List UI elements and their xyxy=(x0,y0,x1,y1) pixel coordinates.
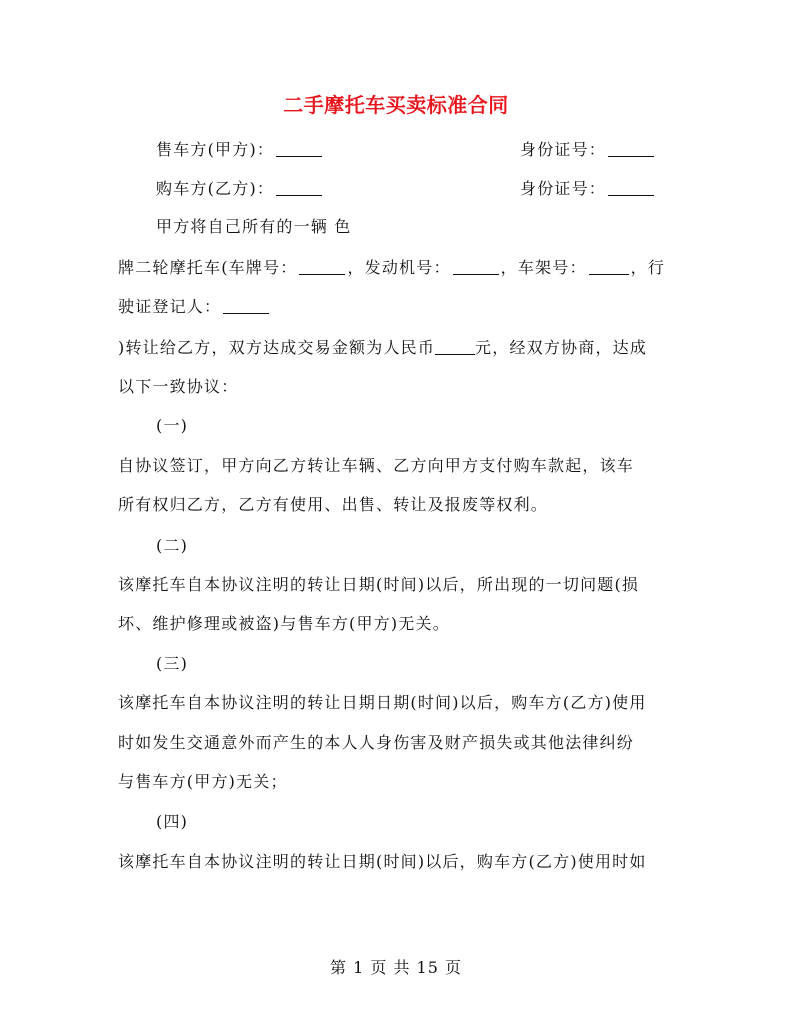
section-1-heading: (一) xyxy=(156,416,189,435)
seller-id-label: 身份证号： xyxy=(520,140,607,159)
registrant-blank xyxy=(223,297,269,314)
section-2-heading: (二) xyxy=(156,536,189,555)
section-3-line-1: 该摩托车自本协议注明的转让日期日期(时间)以后，购车方(乙方)使用 xyxy=(118,693,647,712)
buyer-id-label: 身份证号： xyxy=(520,179,607,198)
p1-text-c: ，车架号： xyxy=(500,258,587,277)
p1-text-d: ，行 xyxy=(630,258,666,277)
seller-blank xyxy=(276,140,322,157)
buyer-line xyxy=(156,178,324,200)
plate-number-blank xyxy=(299,258,345,275)
paragraph-1-line-2 xyxy=(118,296,271,318)
seller-label: 售车方(甲方)： xyxy=(156,140,275,159)
amount-blank xyxy=(435,338,475,355)
section-3-line-3: 与售车方(甲方)无关； xyxy=(118,772,288,791)
section-2-line-2: 坏、维护修理或被盗)与售车方(甲方)无关。 xyxy=(118,614,450,633)
document-title: 二手摩托车买卖标准合同 xyxy=(283,93,509,117)
buyer-label: 购车方(乙方)： xyxy=(156,179,275,198)
section-4-heading: (四) xyxy=(156,812,189,831)
registrant-label: 驶证登记人： xyxy=(118,297,222,316)
frame-number-blank xyxy=(589,258,629,275)
paragraph-2-line-1 xyxy=(118,337,647,359)
section-4-line-1: 该摩托车自本协议注明的转让日期(时间)以后，购车方(乙方)使用时如 xyxy=(118,852,647,871)
p2-text-b: 元，经双方协商，达成 xyxy=(475,338,648,357)
p2-text-a: )转让给乙方，双方达成交易金额为人民币 xyxy=(118,338,436,357)
section-2-line-1: 该摩托车自本协议注明的转让日期(时间)以后，所出现的一切问题(损 xyxy=(118,575,640,594)
paragraph-1-line-1 xyxy=(118,257,665,279)
buyer-blank xyxy=(276,179,322,196)
p1-text-a: 牌二轮摩托车(车牌号： xyxy=(118,258,298,277)
section-3-heading: (三) xyxy=(156,654,189,673)
paragraph-2-line-2: 以下一致协议： xyxy=(118,377,239,396)
buyer-id-line xyxy=(520,178,656,200)
seller-line xyxy=(156,139,324,161)
intro-line: 甲方将自己所有的一辆 色 xyxy=(156,217,352,236)
buyer-id-blank xyxy=(608,179,654,196)
seller-id-line xyxy=(520,139,656,161)
section-1-line-2: 所有权归乙方，乙方有使用、出售、转让及报废等权利。 xyxy=(118,495,549,514)
p1-text-b: ，发动机号： xyxy=(347,258,451,277)
section-1-line-1: 自协议签订，甲方向乙方转让车辆、乙方向甲方支付购车款起，该车 xyxy=(118,456,635,475)
section-3-line-2: 时如发生交通意外而产生的本人人身伤害及财产损失或其他法律纠纷 xyxy=(118,733,635,752)
page-number-footer: 第 1 页 共 15 页 xyxy=(330,958,462,977)
engine-number-blank xyxy=(453,258,499,275)
seller-id-blank xyxy=(608,140,654,157)
